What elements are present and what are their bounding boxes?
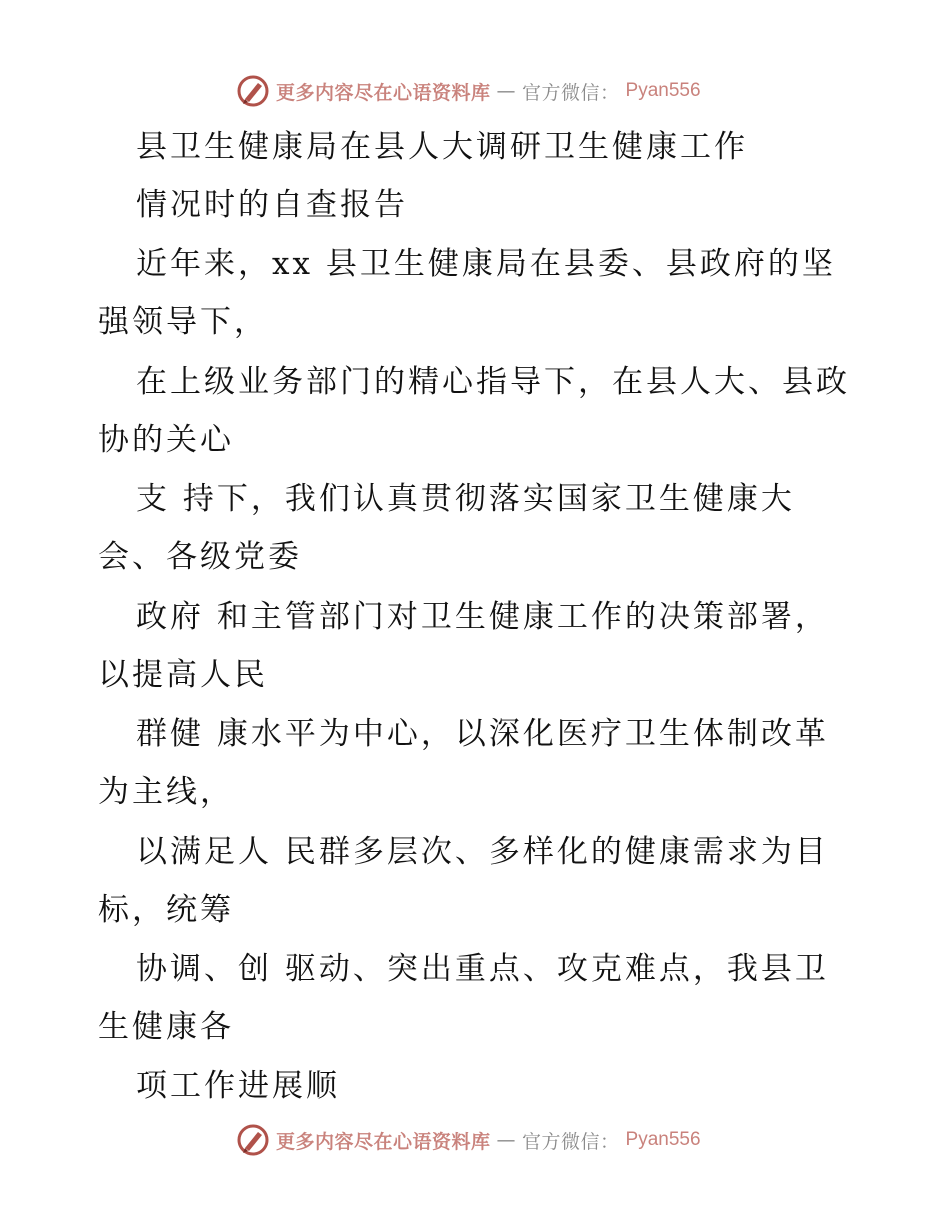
watermark-dash: — — [496, 1129, 517, 1151]
paragraph-line: 以满足人 民群多层次、多样化的健康需求为目 — [136, 834, 829, 870]
paragraph-line: 协调、创 驱动、突出重点、攻克难点，我县卫 — [136, 951, 829, 987]
paragraph-line: 政府 和主管部门对卫生健康工作的决策部署， — [136, 599, 829, 635]
watermark-main-text: 更多内容尽在心语资料库 — [276, 1130, 491, 1153]
doc-title-line-2: 情况时的自查报告 — [136, 187, 408, 223]
paragraph-line: 群健 康水平为中心，以深化医疗卫生体制改革 — [136, 716, 829, 752]
watermark-sub-text: 官方微信： — [522, 81, 620, 104]
pen-circle-logo-icon — [236, 74, 270, 108]
paragraph-line: 项工作进展顺 — [136, 1068, 340, 1104]
watermark-main-text: 更多内容尽在心语资料库 — [276, 81, 491, 104]
paragraph-line: 强领导下， — [98, 304, 268, 340]
paragraph-line: 标，统筹 — [98, 892, 234, 928]
paragraph-line: 会、各级党委 — [98, 539, 302, 575]
paragraph-line: 在上级业务部门的精心指导下，在县人大、县政 — [136, 364, 850, 400]
paragraph-line: 为主线， — [98, 774, 234, 810]
pen-circle-logo-icon — [236, 1123, 270, 1157]
doc-title-line-1: 县卫生健康局在县人大调研卫生健康工作 — [136, 129, 748, 165]
watermark-wechat-id: Pyan556 — [625, 80, 701, 101]
paragraph-line: 以提高人民 — [98, 657, 268, 693]
paragraph-line: 近年来，xx 县卫生健康局在县委、县政府的坚 — [136, 246, 836, 282]
header-watermark — [236, 73, 701, 109]
watermark-dash: — — [496, 80, 517, 102]
paragraph-line: 生健康各 — [98, 1009, 234, 1045]
watermark-wechat-id: Pyan556 — [625, 1129, 701, 1150]
watermark-sub-text: 官方微信： — [522, 1130, 620, 1153]
paragraph-line: 支 持下，我们认真贯彻落实国家卫生健康大 — [136, 481, 795, 517]
footer-watermark — [236, 1122, 701, 1158]
paragraph-line: 协的关心 — [98, 422, 234, 458]
